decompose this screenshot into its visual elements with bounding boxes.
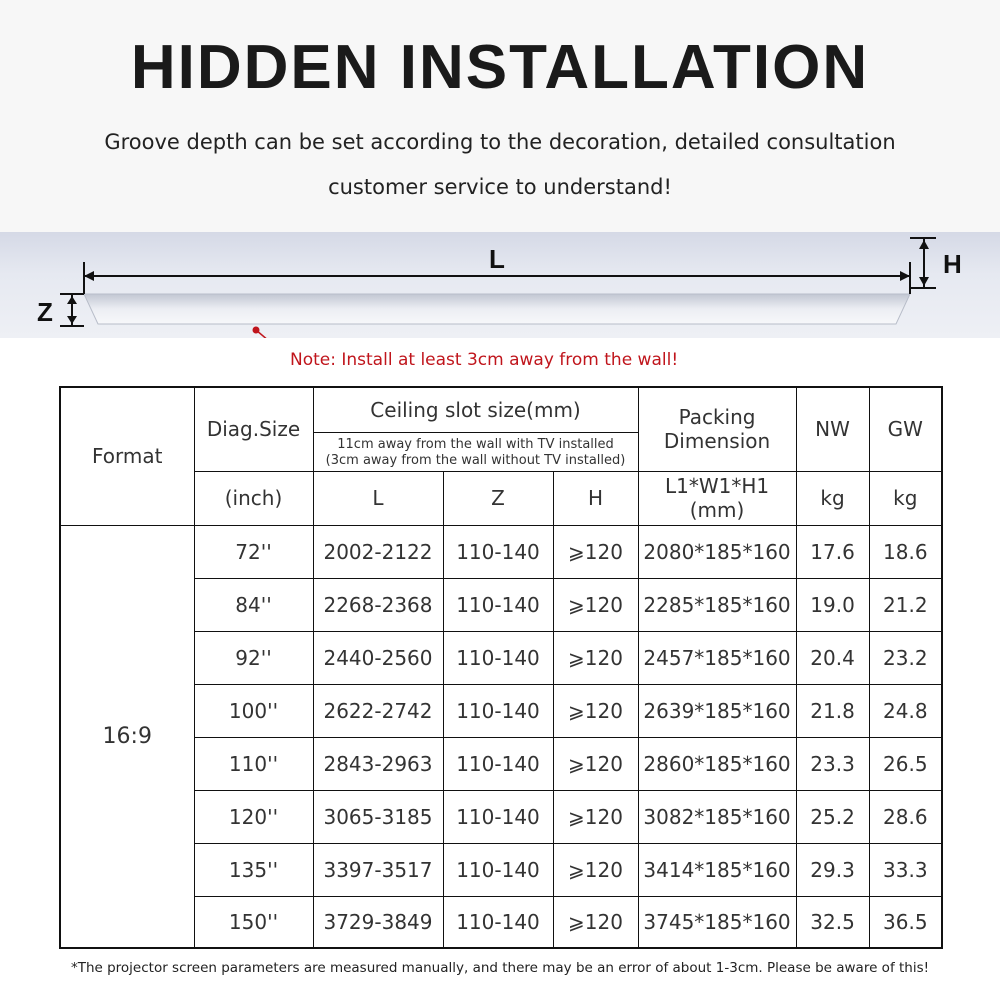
h-cell: ⩾120 xyxy=(553,843,638,896)
slot-note-line-1: 11cm away from the wall with TV installed xyxy=(337,437,614,453)
l-cell: 2002-2122 xyxy=(313,525,443,578)
nw-cell: 21.8 xyxy=(796,684,869,737)
packing-line-1: Packing xyxy=(678,405,756,430)
spec-table xyxy=(59,386,943,949)
diag-size-header: Diag.Size xyxy=(194,387,313,471)
z-cell: 110-140 xyxy=(443,525,553,578)
size-cell: 110'' xyxy=(194,737,313,790)
l-cell: 2843-2963 xyxy=(313,737,443,790)
pack-cell: 2457*185*160 xyxy=(638,631,796,684)
z-cell: 110-140 xyxy=(443,578,553,631)
install-note: Note: Install at least 3cm away from the wall! xyxy=(290,350,679,370)
gw-cell: 26.5 xyxy=(869,737,942,790)
size-cell: 92'' xyxy=(194,631,313,684)
gw-unit: kg xyxy=(869,471,942,525)
pack-cell: 3082*185*160 xyxy=(638,790,796,843)
nw-cell: 32.5 xyxy=(796,896,869,948)
size-cell: 100'' xyxy=(194,684,313,737)
l-cell: 2440-2560 xyxy=(313,631,443,684)
ceiling-groove xyxy=(84,294,910,324)
nw-cell: 19.0 xyxy=(796,578,869,631)
z-cell: 110-140 xyxy=(443,790,553,843)
gw-cell: 36.5 xyxy=(869,896,942,948)
page-title: HIDDEN INSTALLATION xyxy=(130,33,870,102)
gw-cell: 21.2 xyxy=(869,578,942,631)
pack-cell: 3745*185*160 xyxy=(638,896,796,948)
h-cell: ⩾120 xyxy=(553,737,638,790)
gw-cell: 23.2 xyxy=(869,631,942,684)
l-label: L xyxy=(489,244,505,274)
slot-size-note xyxy=(314,432,638,470)
size-cell: 72'' xyxy=(194,525,313,578)
size-cell: 84'' xyxy=(194,578,313,631)
z-label: Z xyxy=(37,297,53,327)
gw-header: GW xyxy=(869,387,942,471)
footnote: *The projector screen parameters are measured manually, and there may be an error of about 1-3cm. Please be aware of this! xyxy=(70,960,930,976)
installation-diagram xyxy=(0,232,1000,338)
l-cell: 3065-3185 xyxy=(313,790,443,843)
h-cell: ⩾120 xyxy=(553,631,638,684)
packing-unit xyxy=(638,471,796,525)
packing-unit-line-2: (mm) xyxy=(689,498,745,522)
pack-cell: 3414*185*160 xyxy=(638,843,796,896)
subtitle-line-1: Groove depth can be set according to the decoration, detailed consultation xyxy=(104,130,896,154)
note-pointer xyxy=(256,330,282,338)
l-cell: 3397-3517 xyxy=(313,843,443,896)
format-header: Format xyxy=(60,387,194,525)
z-col-header: Z xyxy=(443,471,553,525)
pack-cell: 2860*185*160 xyxy=(638,737,796,790)
subtitle-line-2: customer service to understand! xyxy=(328,175,672,199)
l-cell: 2622-2742 xyxy=(313,684,443,737)
l-col-header: L xyxy=(313,471,443,525)
nw-cell: 17.6 xyxy=(796,525,869,578)
gw-cell: 28.6 xyxy=(869,790,942,843)
slot-note-line-2: (3cm away from the wall without TV installed) xyxy=(325,453,626,469)
slot-size-header xyxy=(313,387,638,471)
format-value: 16:9 xyxy=(60,525,194,948)
slot-size-title: Ceiling slot size(mm) xyxy=(370,398,581,423)
z-cell: 110-140 xyxy=(443,631,553,684)
z-cell: 110-140 xyxy=(443,684,553,737)
z-cell: 110-140 xyxy=(443,737,553,790)
nw-unit: kg xyxy=(796,471,869,525)
h-cell: ⩾120 xyxy=(553,684,638,737)
l-cell: 2268-2368 xyxy=(313,578,443,631)
size-cell: 135'' xyxy=(194,843,313,896)
gw-cell: 33.3 xyxy=(869,843,942,896)
gw-cell: 18.6 xyxy=(869,525,942,578)
pack-cell: 2080*185*160 xyxy=(638,525,796,578)
packing-unit-line-1: L1*W1*H1 xyxy=(664,474,770,498)
gw-cell: 24.8 xyxy=(869,684,942,737)
h-cell: ⩾120 xyxy=(553,578,638,631)
l-cell: 3729-3849 xyxy=(313,896,443,948)
nw-cell: 25.2 xyxy=(796,790,869,843)
pack-cell: 2285*185*160 xyxy=(638,578,796,631)
size-cell: 150'' xyxy=(194,896,313,948)
h-label: H xyxy=(943,249,962,279)
nw-header: NW xyxy=(796,387,869,471)
h-cell: ⩾120 xyxy=(553,525,638,578)
h-col-header: H xyxy=(553,471,638,525)
nw-cell: 20.4 xyxy=(796,631,869,684)
h-cell: ⩾120 xyxy=(553,790,638,843)
nw-cell: 29.3 xyxy=(796,843,869,896)
table-row xyxy=(60,525,942,578)
packing-header xyxy=(638,387,796,471)
nw-cell: 23.3 xyxy=(796,737,869,790)
z-cell: 110-140 xyxy=(443,896,553,948)
packing-line-2: Dimension xyxy=(663,429,771,454)
size-cell: 120'' xyxy=(194,790,313,843)
inch-unit: (inch) xyxy=(194,471,313,525)
z-cell: 110-140 xyxy=(443,843,553,896)
h-cell: ⩾120 xyxy=(553,896,638,948)
pack-cell: 2639*185*160 xyxy=(638,684,796,737)
